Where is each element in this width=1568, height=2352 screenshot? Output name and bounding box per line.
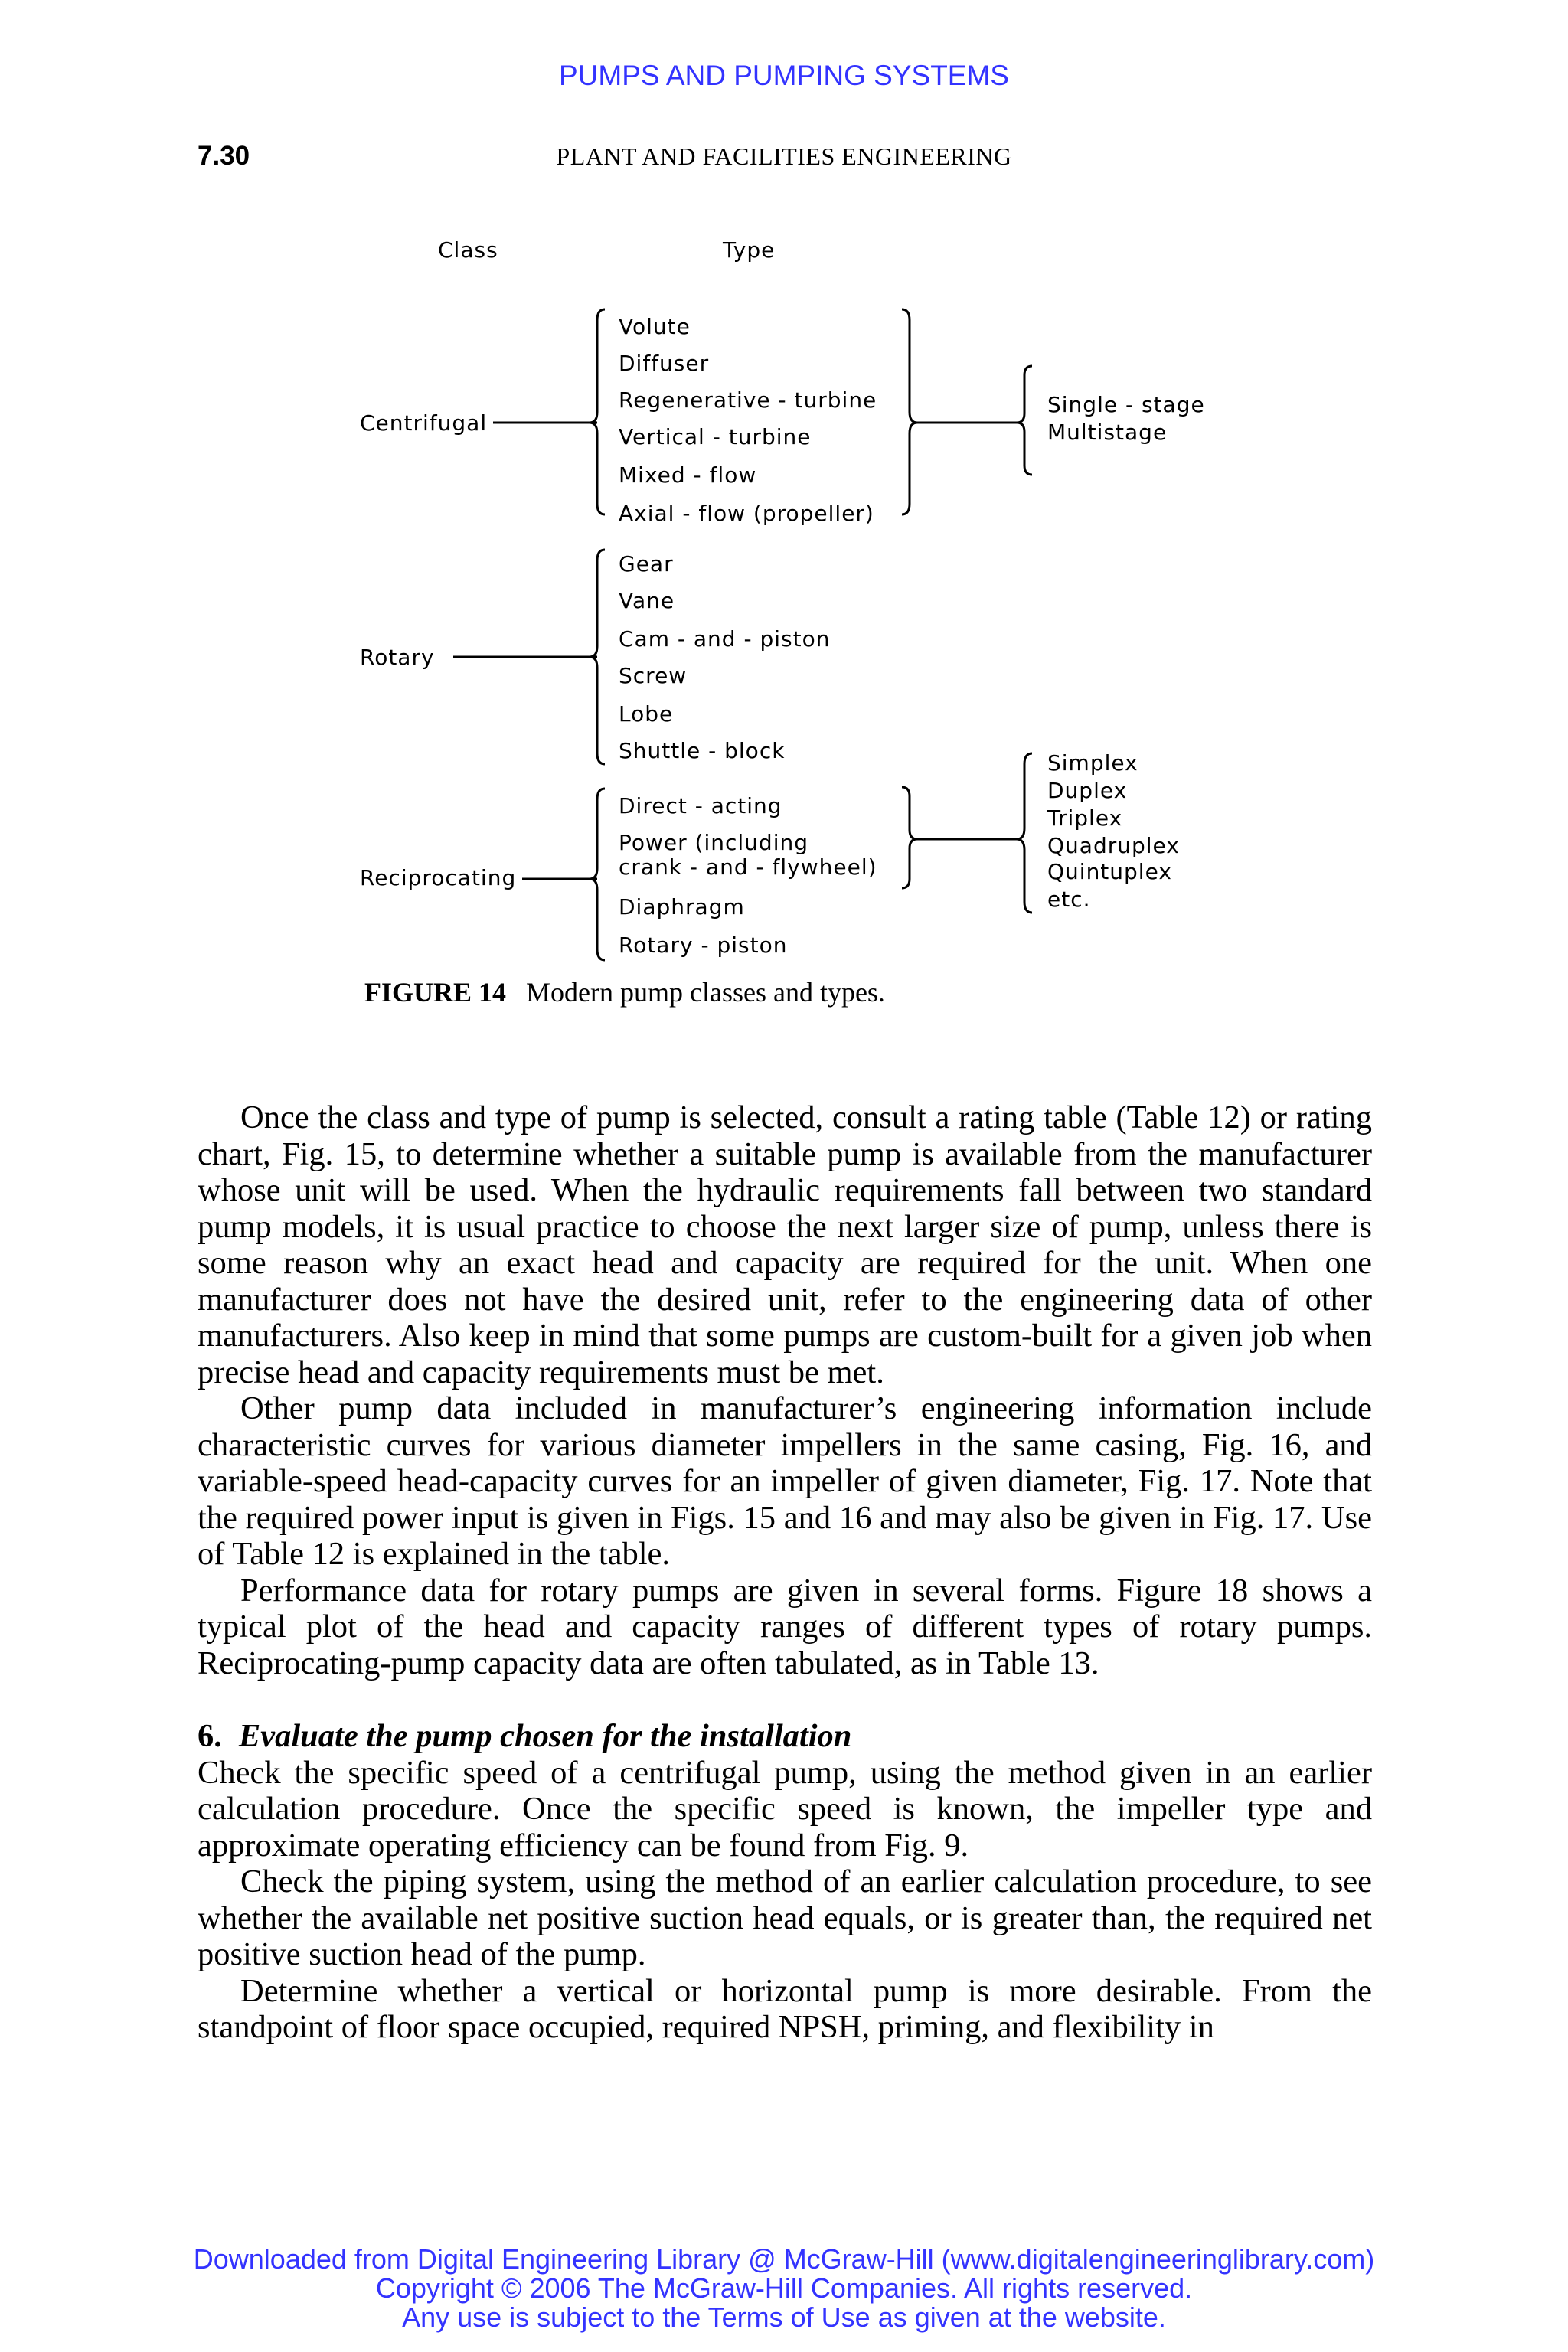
running-title: PUMPS AND PUMPING SYSTEMS	[559, 60, 1009, 91]
type-column-header: Type	[723, 237, 776, 263]
type-vertical-turbine: Vertical - turbine	[619, 424, 812, 449]
pump-classification-diagram	[0, 0, 1568, 1041]
type-rotary-piston: Rotary - piston	[619, 933, 788, 958]
paragraph: Once the class and type of pump is selected, consult a rating table (Table 12) or rating chart, Fig. 15, to determine whether a suitable pump is available from the manufacturer whose unit will be used. When the hydraulic requirements fall between two standard pump models, it is usual practice to choose the next larger size of pump, unless there is some reason why an exact head and capacity are required for the unit. When one manufacturer does not have the desired unit, refer to the engineering data of other manufacturers. Also keep in mind that some pumps are custom-built for a given job when precise head and capacity requirements must be met.	[198, 1099, 1372, 1390]
subtype-quadruplex: Quadruplex	[1047, 833, 1180, 858]
subtype-simplex: Simplex	[1047, 750, 1138, 776]
step-number: 6.	[198, 1718, 222, 1754]
paragraph: Performance data for rotary pumps are given in several forms. Figure 18 shows a typical plot of the head and capacity ranges of different types of rotary pumps. Reciprocating-pump capacity data are often tabulated, as in Table 13.	[198, 1572, 1372, 1681]
figure-caption	[364, 976, 885, 1008]
footer	[0, 2245, 1568, 2332]
type-direct-acting: Direct - acting	[619, 793, 782, 818]
step-title: Evaluate the pump chosen for the installation	[238, 1718, 852, 1754]
class-label-reciprocating: Reciprocating	[360, 865, 517, 890]
footer-terms: Any use is subject to the Terms of Use as given at the website.	[402, 2301, 1166, 2333]
type-regenerative-turbine: Regenerative - turbine	[619, 387, 877, 413]
type-crank-and-flywheel: crank - and - flywheel)	[619, 854, 877, 880]
subtype-multistage: Multistage	[1047, 420, 1168, 445]
section-header: PLANT AND FACILITIES ENGINEERING	[556, 142, 1012, 170]
subtype-single-stage: Single - stage	[1047, 392, 1205, 417]
type-volute: Volute	[619, 314, 691, 339]
type-lobe: Lobe	[619, 701, 674, 727]
step-heading	[198, 1718, 1372, 1755]
figure-caption-text: Modern pump classes and types.	[526, 977, 885, 1008]
footer-copyright: Copyright © 2006 The McGraw-Hill Companies. All rights reserved.	[375, 2272, 1193, 2304]
rotary-connectors	[453, 550, 605, 764]
body-text	[198, 1099, 1372, 2046]
type-diffuser: Diffuser	[619, 351, 710, 376]
type-screw: Screw	[619, 663, 688, 688]
type-gear: Gear	[619, 551, 674, 577]
paragraph: Check the specific speed of a centrifugal pump, using the method given in an earlier calculation procedure. Once the specific speed is known, the impeller type and approximate operating efficiency can be found from Fig. 9.	[198, 1754, 1372, 1864]
paragraph: Other pump data included in manufacturer’s engineering information include characteristic curves for various diameter impellers in the same casing, Fig. 16, and variable-speed head-capacity curves for an impeller of given diameter, Fig. 17. Note that the required power input is given in Figs. 15 and 16 and may also be given in Fig. 17. Use of Table 12 is explained in the table.	[198, 1390, 1372, 1572]
subtype-quintuplex: Quintuplex	[1047, 859, 1172, 884]
type-diaphragm: Diaphragm	[619, 894, 745, 920]
type-power-including: Power (including	[619, 830, 808, 855]
subtype-duplex: Duplex	[1047, 778, 1128, 803]
paragraph: Check the piping system, using the method of an earlier calculation procedure, to see whether the available net positive suction head equals, or is greater than, the required net positive suction head of the pump.	[198, 1864, 1372, 1972]
type-axial-flow: Axial - flow (propeller)	[619, 501, 874, 526]
page-number: 7.30	[198, 141, 250, 171]
footer-download-link[interactable]: Downloaded from Digital Engineering Library @ McGraw-Hill (www.digitalengineeringlibrary.com)	[193, 2243, 1375, 2275]
paragraph: Determine whether a vertical or horizontal pump is more desirable. From the standpoint of floor space occupied, required NPSH, priming, and flexibility in	[198, 1972, 1372, 2045]
type-shuttle-block: Shuttle - block	[619, 738, 786, 763]
type-mixed-flow: Mixed - flow	[619, 462, 757, 488]
subtype-etc: etc.	[1047, 887, 1091, 912]
class-label-rotary: Rotary	[360, 645, 435, 670]
class-column-header: Class	[438, 237, 498, 263]
figure-caption-label: FIGURE 14	[364, 977, 507, 1008]
class-label-centrifugal: Centrifugal	[360, 410, 488, 436]
type-vane: Vane	[619, 588, 675, 613]
type-cam-and-piston: Cam - and - piston	[619, 626, 831, 652]
subtype-triplex: Triplex	[1047, 805, 1123, 831]
